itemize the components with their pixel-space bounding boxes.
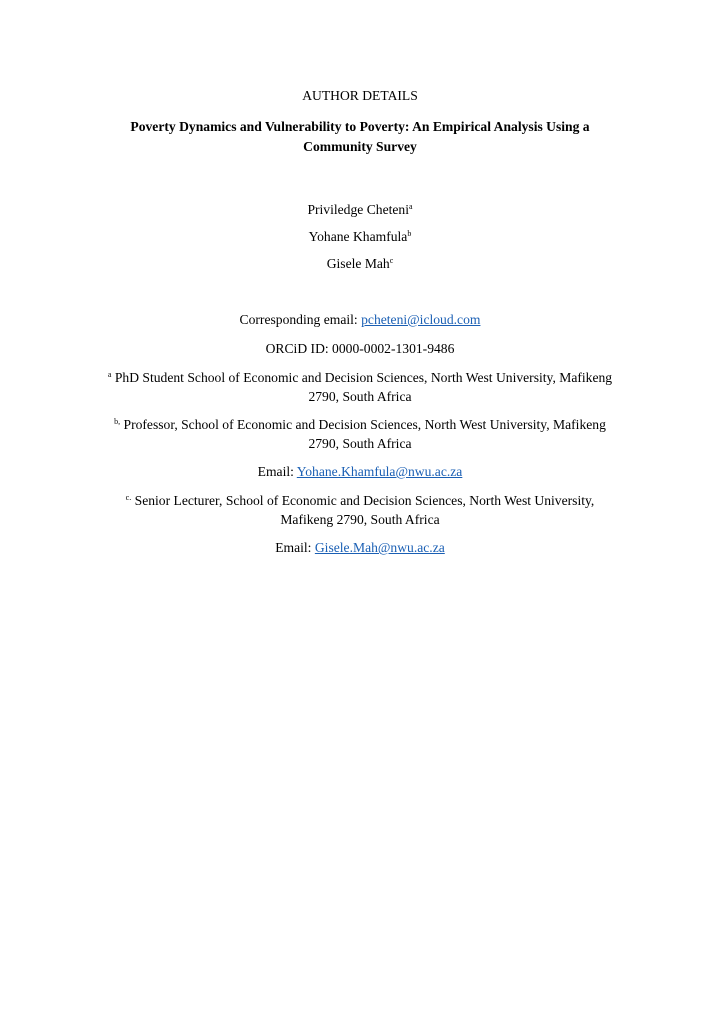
affiliation-superscript: c. xyxy=(125,493,132,502)
section-heading: AUTHOR DETAILS xyxy=(302,88,418,103)
email-label: Email: xyxy=(275,540,315,555)
contact-block xyxy=(80,310,640,558)
paper-title xyxy=(80,117,640,157)
author-name: Priviledge Cheteni xyxy=(307,202,409,217)
author-list xyxy=(80,200,640,274)
author-name: Gisele Mah xyxy=(326,256,390,271)
affiliation-b-line-1 xyxy=(80,415,640,434)
affiliation-text: Senior Lecturer, School of Economic and Decision Sciences, North West University, xyxy=(134,493,595,508)
orcid-line: ORCiD ID: 0000-0002-1301-9486 xyxy=(265,341,455,356)
affiliation-text: PhD Student School of Economic and Decision Sciences, North West University, Mafikeng xyxy=(114,370,613,385)
author-superscript: b xyxy=(407,229,412,238)
author-name: Yohane Khamfula xyxy=(308,229,408,244)
email-label: Email: xyxy=(257,464,297,479)
author-item xyxy=(80,200,640,220)
corresponding-email-link[interactable]: pcheteni@icloud.com xyxy=(361,312,481,327)
affiliation-c xyxy=(80,491,640,529)
affiliation-a xyxy=(80,368,640,406)
affiliation-c-email-link[interactable]: Gisele.Mah@nwu.ac.za xyxy=(314,540,445,555)
affiliation-b-line-2: 2790, South Africa xyxy=(308,436,412,451)
affiliation-superscript: b, xyxy=(114,417,121,426)
paper-title-line-2: Community Survey xyxy=(303,139,417,154)
author-superscript: c xyxy=(389,256,394,265)
corresponding-email-line xyxy=(80,310,640,330)
affiliation-c-line-2: Mafikeng 2790, South Africa xyxy=(280,512,440,527)
affiliation-text: Professor, School of Economic and Decision Sciences, North West University, Mafikeng xyxy=(123,417,606,432)
affiliation-superscript: a xyxy=(107,370,112,379)
author-item xyxy=(80,254,640,274)
affiliation-c-line-1 xyxy=(80,491,640,510)
corresponding-email-label: Corresponding email: xyxy=(239,312,362,327)
paper-title-line-1: Poverty Dynamics and Vulnerability to Poverty: An Empirical Analysis Using a xyxy=(130,119,590,134)
affiliation-a-line-2: 2790, South Africa xyxy=(308,389,412,404)
affiliation-b-email-link[interactable]: Yohane.Khamfula@nwu.ac.za xyxy=(296,464,463,479)
affiliation-a-line-1 xyxy=(80,368,640,387)
affiliation-b-email-line xyxy=(80,462,640,482)
author-item xyxy=(80,227,640,247)
affiliation-c-email-line xyxy=(80,538,640,558)
author-superscript: a xyxy=(409,202,413,211)
affiliation-b xyxy=(80,415,640,453)
